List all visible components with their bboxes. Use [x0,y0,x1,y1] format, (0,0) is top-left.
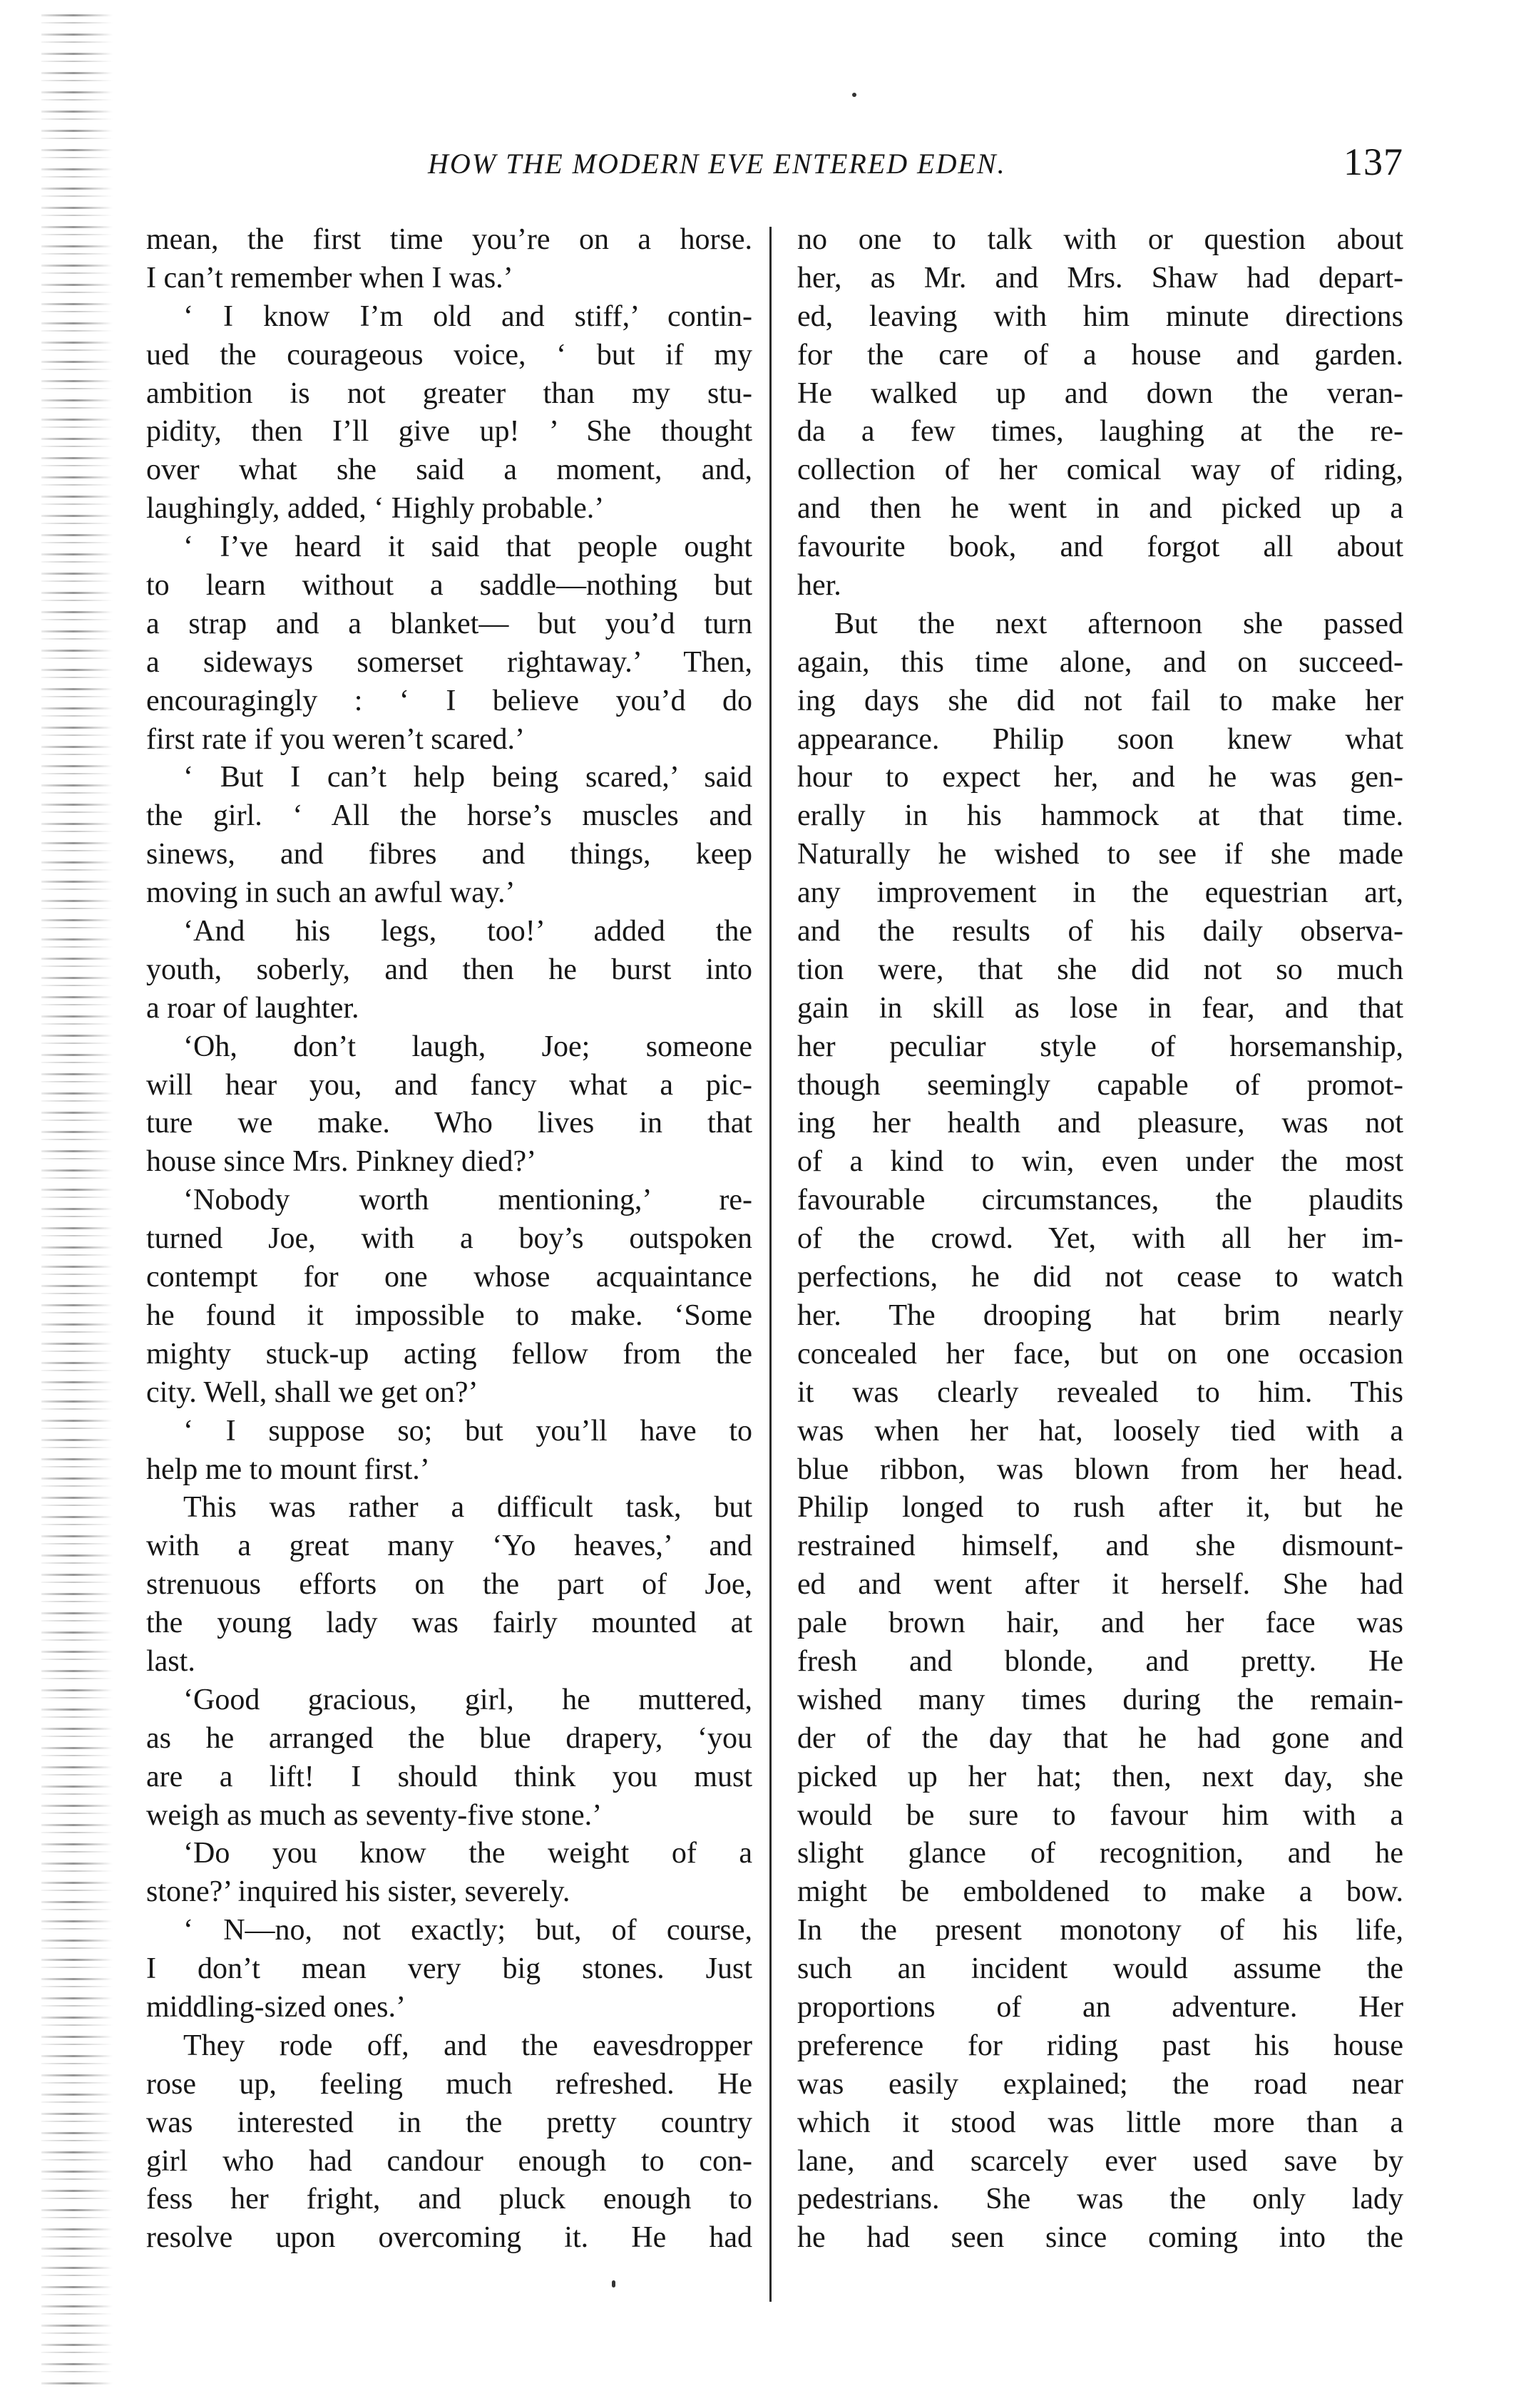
text-line: moving in such an awful way.’ [146,876,516,910]
left-text-column [146,221,752,2258]
text-line: proportions of an adventure. Her [797,1990,1403,2024]
text-line: They rode off, and the eavesdropper [183,2029,752,2062]
text-line: her. [797,569,841,603]
text-line: ‘And his legs, too!’ added the [183,915,752,948]
text-line: as he arranged the blue drapery, ‘you [146,1721,752,1755]
text-line: her. The drooping hat brim nearly [797,1298,1403,1332]
text-line: to learn without a saddle—nothing but [146,569,752,603]
text-line: a roar of laughter. [146,991,359,1025]
text-line: I don’t mean very big stones. Just [146,1952,752,1986]
text-line: ‘Do you know the weight of a [183,1837,752,1870]
text-line: over what she said a moment, and, [146,454,752,487]
text-line: the young lady was fairly mounted at [146,1607,752,1640]
text-line: a sideways somerset rightaway.’ Then, [146,645,752,679]
text-line: laughingly, added, ‘ Highly probable.’ [146,492,605,526]
book-binding-edge [41,14,113,2389]
text-line: ambition is not greater than my stu- [146,376,752,410]
text-line: concealed her face, but on one occasion [797,1337,1403,1370]
running-head-title: HOW THE MODERN EVE ENTERED EDEN. [428,148,1006,180]
text-line: girl who had candour enough to con- [146,2144,752,2178]
text-line: and then he went in and picked up a [797,492,1403,526]
text-line: da a few times, laughing at the re- [797,415,1403,449]
text-line: ‘ I suppose so; but you’ll have to [183,1414,752,1448]
text-line: ‘Good gracious, girl, he muttered, [183,1683,752,1716]
print-speck [852,93,856,97]
text-line: her peculiar style of horsemanship, [797,1030,1403,1063]
text-line: ‘ But I can’t help being scared,’ said [183,761,752,794]
text-line: lane, and scarcely ever used save by [797,2144,1403,2178]
text-line: ing her health and pleasure, was not [797,1107,1403,1140]
text-line: erally in his hammock at that time. [797,799,1403,833]
text-line: hour to expect her, and he was gen- [797,761,1403,794]
text-line: favourable circumstances, the plaudits [797,1184,1403,1217]
text-line: preference for riding past his house [797,2029,1403,2062]
text-line: I can’t remember when I was.’ [146,261,513,294]
text-line: might be emboldened to make a bow. [797,1875,1403,1909]
text-line: restrained himself, and she dismount- [797,1530,1403,1563]
text-line: But the next afternoon she passed [834,607,1403,640]
text-line: He walked up and down the veran- [797,376,1403,410]
text-line: last. [146,1644,195,1678]
text-line: contempt for one whose acquaintance [146,1261,752,1294]
text-line: pidity, then I’ll give up! ’ She thought [146,415,752,449]
text-line: picked up her hat; then, next day, she [797,1760,1403,1793]
text-line: though seemingly capable of promot- [797,1068,1403,1102]
text-line: city. Well, shall we get on?’ [146,1375,478,1409]
text-line: gain in skill as lose in fear, and that [797,991,1403,1025]
text-line: it was clearly revealed to him. This [797,1375,1403,1409]
text-line: for the care of a house and garden. [797,338,1403,372]
text-line: her, as Mr. and Mrs. Shaw had depart- [797,261,1403,294]
text-line: he had seen since coming into the [797,2221,1403,2255]
text-line: appearance. Philip soon knew what [797,722,1403,756]
text-line: rose up, feeling much refreshed. He [146,2067,752,2101]
text-line: no one to talk with or question about [797,223,1403,256]
right-text-column [797,221,1403,2258]
text-line: ued the courageous voice, ‘ but if my [146,338,752,372]
text-line: any improvement in the equestrian art, [797,876,1403,910]
text-line: ‘ I’ve heard it said that people ought [183,531,752,564]
running-head [143,140,1403,191]
text-line: house since Mrs. Pinkney died?’ [146,1145,537,1179]
text-line: and the results of his daily observa- [797,915,1403,948]
text-line: der of the day that he had gone and [797,1721,1403,1755]
text-line: again, this time alone, and on succeed- [797,645,1403,679]
text-line: middling-sized ones.’ [146,1990,406,2024]
text-line: he found it impossible to make. ‘Some [146,1298,752,1332]
text-line: ing days she did not fail to make her [797,684,1403,717]
text-line: ‘ N—no, not exactly; but, of course, [183,1914,752,1947]
print-speck [612,2280,615,2287]
text-line: first rate if you weren’t scared.’ [146,722,525,756]
text-line: would be sure to favour him with a [797,1798,1403,1832]
text-line: Naturally he wished to see if she made [797,838,1403,871]
page-number: 137 [1343,140,1403,183]
text-line: the girl. ‘ All the horse’s muscles and [146,799,752,833]
text-line: slight glance of recognition, and he [797,1837,1403,1870]
text-line: mighty stuck-up acting fellow from the [146,1337,752,1370]
text-line: perfections, he did not cease to watch [797,1261,1403,1294]
column-divider [769,227,772,2302]
text-line: was interested in the pretty country [146,2106,752,2139]
text-line: ed, leaving with him minute directions [797,299,1403,333]
text-line: of a kind to win, even under the most [797,1145,1403,1179]
text-line: ‘Nobody worth mentioning,’ re- [183,1184,752,1217]
text-line: pedestrians. She was the only lady [797,2183,1403,2216]
text-line: blue ribbon, was blown from her head. [797,1453,1403,1486]
text-line: of the crowd. Yet, with all her im- [797,1222,1403,1256]
text-line: ed and went after it herself. She had [797,1568,1403,1602]
text-line: weigh as much as seventy-five stone.’ [146,1798,603,1832]
text-line: ‘ I know I’m old and stiff,’ contin- [183,299,752,333]
text-line: resolve upon overcoming it. He had [146,2221,752,2255]
text-line: pale brown hair, and her face was [797,1607,1403,1640]
text-line: encouragingly : ‘ I believe you’d do [146,684,752,717]
text-line: fess her fright, and pluck enough to [146,2183,752,2216]
text-line: youth, soberly, and then he burst into [146,953,752,986]
text-line: a strap and a blanket— but you’d turn [146,607,752,640]
text-line: mean, the first time you’re on a horse. [146,223,752,256]
text-line: This was rather a difficult task, but [183,1491,752,1525]
text-line: In the present monotony of his life, [797,1914,1403,1947]
text-line: strenuous efforts on the part of Joe, [146,1568,752,1602]
text-line: favourite book, and forgot all about [797,531,1403,564]
text-line: wished many times during the remain- [797,1683,1403,1716]
text-line: sinews, and fibres and things, keep [146,838,752,871]
text-line: with a great many ‘Yo heaves,’ and [146,1530,752,1563]
text-line: Philip longed to rush after it, but he [797,1491,1403,1525]
text-line: which it stood was little more than a [797,2106,1403,2139]
text-line: was when her hat, loosely tied with a [797,1414,1403,1448]
text-line: ture we make. Who lives in that [146,1107,752,1140]
text-line: turned Joe, with a boy’s outspoken [146,1222,752,1256]
text-line: was easily explained; the road near [797,2067,1403,2101]
text-line: fresh and blonde, and pretty. He [797,1644,1403,1678]
text-line: are a lift! I should think you must [146,1760,752,1793]
text-line: tion were, that she did not so much [797,953,1403,986]
text-line: will hear you, and fancy what a pic- [146,1068,752,1102]
text-line: such an incident would assume the [797,1952,1403,1986]
text-line: stone?’ inquired his sister, severely. [146,1875,570,1909]
text-line: help me to mount first.’ [146,1453,430,1486]
text-line: ‘Oh, don’t laugh, Joe; someone [183,1030,752,1063]
text-line: collection of her comical way of riding, [797,454,1403,487]
